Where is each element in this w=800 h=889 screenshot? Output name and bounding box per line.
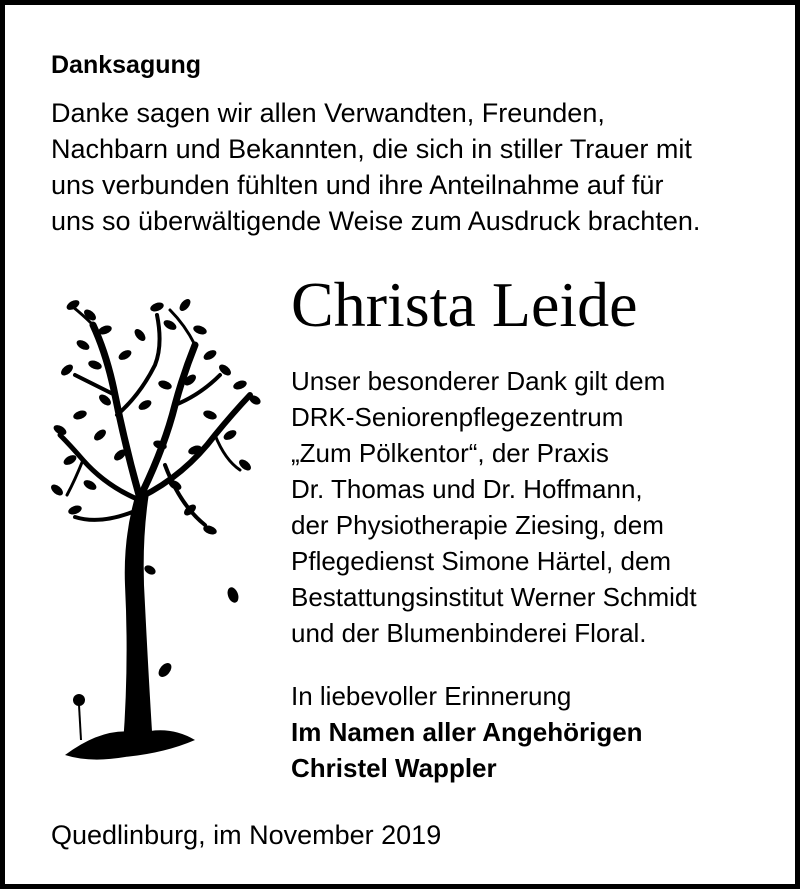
thanks-line: und der Blumenbinderei Floral.: [291, 618, 647, 648]
closing-signatory: Christel Wappler: [291, 753, 497, 783]
thanks-line: Bestattungsinstitut Werner Schmidt: [291, 582, 697, 612]
intro-text: [51, 95, 791, 239]
place-date: Quedlinburg, im November 2019: [51, 820, 442, 850]
intro-line: Nachbarn und Bekannten, die sich in stiller Trauer mit: [51, 134, 692, 164]
closing-remembrance: In liebevoller Erinnerung: [291, 681, 572, 711]
intro-line: Danke sagen wir allen Verwandten, Freunden,: [51, 98, 605, 128]
intro-line: uns so überwältigende Weise zum Ausdruck brachten.: [51, 206, 701, 236]
thanks-line: Pflegedienst Simone Härtel, dem: [291, 546, 672, 576]
thanks-line: Unser besonderer Dank gilt dem: [291, 366, 666, 396]
thanks-line: DRK-Seniorenpflegezentrum: [291, 402, 624, 432]
closing-on-behalf: Im Namen aller Angehörigen: [291, 717, 643, 747]
thanks-line: der Physiotherapie Ziesing, dem: [291, 510, 664, 540]
thanks-line: Dr. Thomas und Dr. Hoffmann,: [291, 474, 643, 504]
notice-heading: Danksagung: [51, 51, 202, 79]
thanks-line: „Zum Pölkentor“, der Praxis: [291, 438, 609, 468]
deceased-name: Christa Leide: [291, 269, 638, 340]
tree-icon: [45, 285, 265, 765]
closing-block: [291, 678, 791, 786]
intro-line: uns verbunden fühlten und ihre Anteilnahme auf für: [51, 170, 664, 200]
thanks-text: [291, 363, 791, 651]
